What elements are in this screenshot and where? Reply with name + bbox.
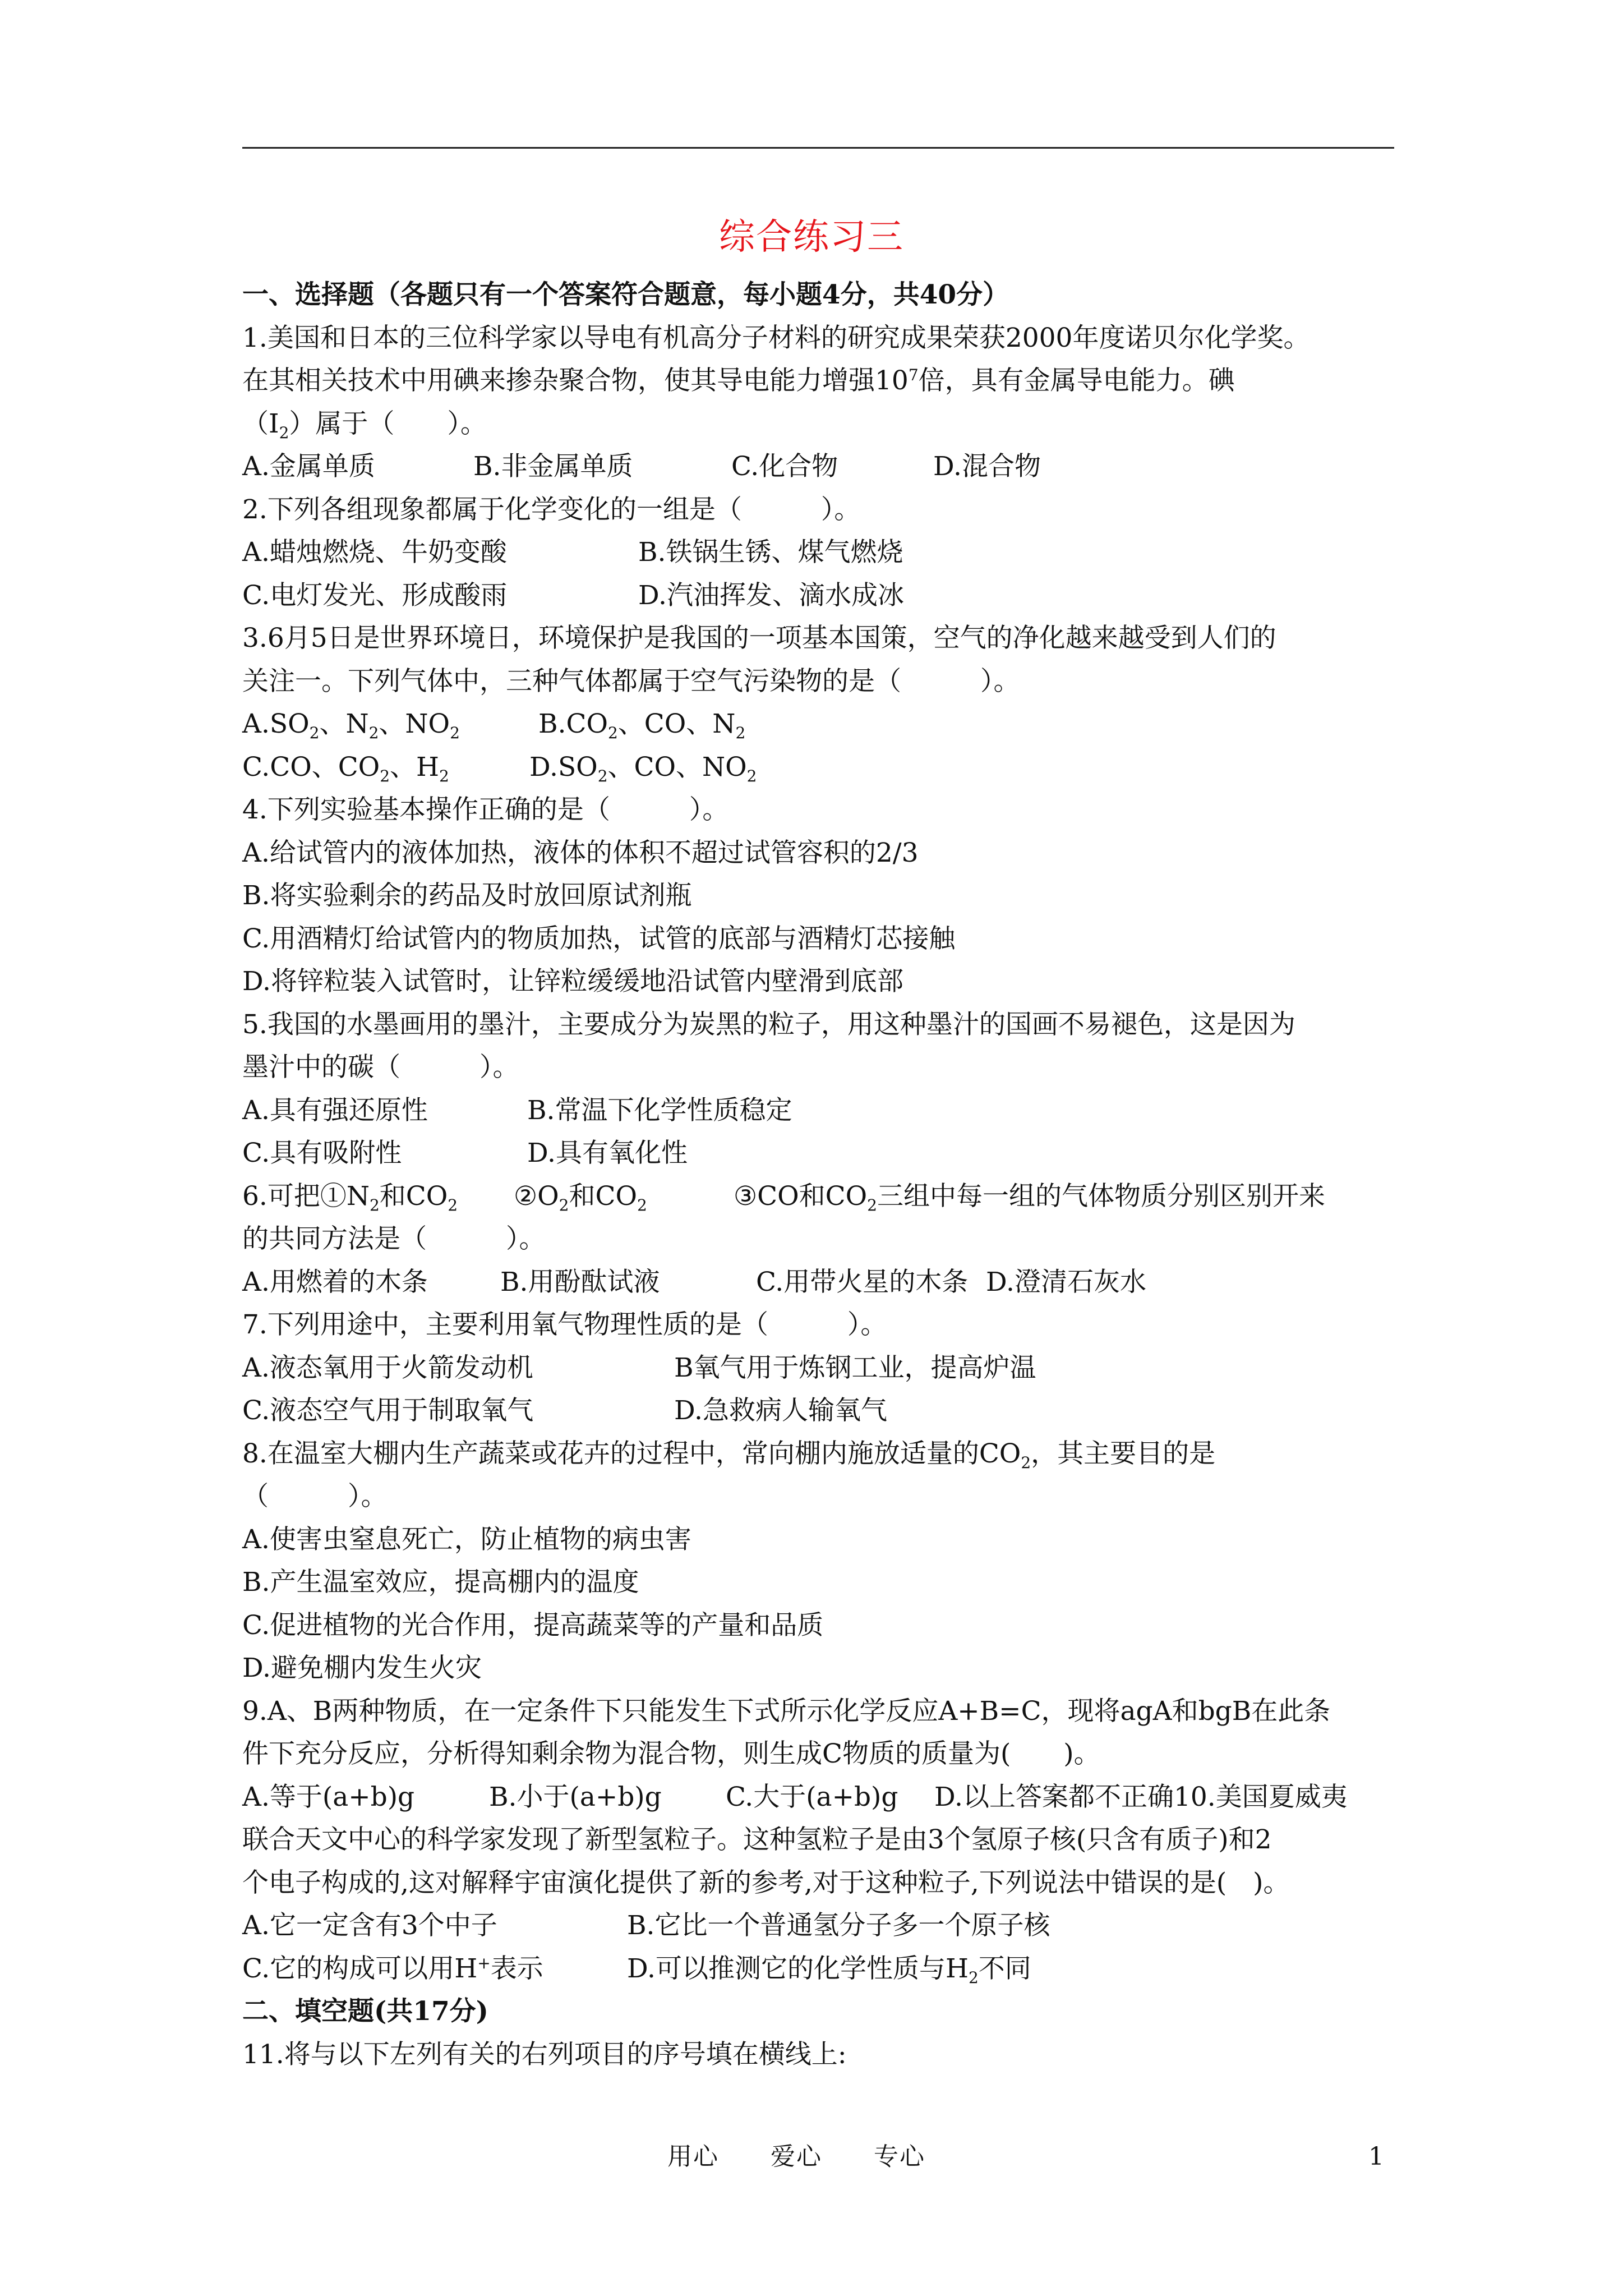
option-c: C.促进植物的光合作用，提高蔬菜等的产量和品质 [242,1609,824,1641]
option-d: D.以上答案都不正确 [934,1781,1174,1812]
question-2-options-ab [242,531,1403,574]
question-9-line-2: 件下充分反应，分析得知剩余物为混合物，则生成C物质的质量为( )。 [242,1738,1100,1769]
question-1-line-2: 在其相关技术中用碘来掺杂聚合物，使其导电能力增强$10^7$倍，具有金属导电能力。碘 [242,365,1235,396]
question-5-options-cd [242,1132,1403,1175]
question-1-options [242,445,1403,489]
page-number: 1 [1368,2142,1384,2171]
option-d: D.将锌粒装入试管时，让锌粒缓缓地沿试管内壁滑到底部 [242,966,903,997]
option-c: C.用带火星的木条 [756,1266,969,1297]
question-8-line-2: （ ）。 [242,1481,388,1512]
option-b: B.用酚酞试液 [500,1266,660,1297]
document-body [242,274,1403,2076]
question-7-options-cd [242,1389,1403,1433]
question-6-line-2: 的共同方法是（ ）。 [242,1223,546,1254]
option-a: A.使害虫窒息死亡，防止植物的病虫害 [242,1524,691,1555]
option-d: $D.SO_2$、CO、$NO_2$ [529,751,757,785]
option-a: A.用燃着的木条 [242,1266,428,1297]
option-a: A.金属单质 [242,451,375,482]
question-9-line-1: 9.A、B两种物质，在一定条件下只能发生下式所示化学反应A+B=C，现将agA和bgB在此条 [242,1695,1331,1727]
option-a: A.具有强还原性 [242,1094,428,1126]
page-footer [0,2137,1623,2177]
header-rule [242,147,1394,149]
question-7-stem: 7.下列用途中，主要利用氧气物理性质的是（ ）。 [242,1309,887,1340]
option-b: $B.CO_2$、CO、$N_2$ [538,708,746,742]
question-3-line-1: 3.6月5日是世界环境日，环境保护是我国的一项基本国策，空气的净化越来越受到人们的 [242,623,1276,654]
option-c: C.具有吸附性 [242,1138,402,1168]
page-title: 综合练习三 [719,217,904,258]
question-7-options-ab [242,1347,1403,1390]
option-a: $A.SO_2$、$N_2$、$NO_2$ [242,708,460,742]
option-c: C.液态空气用于制取氧气 [242,1395,534,1426]
option-d: D.澄清石灰水 [986,1266,1146,1297]
option-c: C.大于(a+b)g [726,1781,898,1812]
option-c: C.用酒精灯给试管内的物质加热，试管的底部与酒精灯芯接触 [242,923,956,954]
question-10-start: 10.美国夏威夷 [1173,1781,1348,1812]
option-a: A.它一定含有3个中子 [242,1910,497,1941]
option-a: A.液态氧用于火箭发动机 [242,1352,533,1383]
option-b: B.它比一个普通氢分子多一个原子核 [627,1910,1050,1941]
question-5-line-2: 墨汁中的碳（ ）。 [242,1052,519,1083]
option-b: B.产生温室效应，提高棚内的温度 [242,1567,639,1598]
option-b: B氧气用于炼钢工业，提高炉温 [674,1352,1036,1383]
option-d: D.可以推测它的化学性质与$H_2$不同 [627,1953,1031,1987]
question-10-options-ab [242,1904,1403,1948]
question-3-line-2: 关注一。下列气体中，三种气体都属于空气污染物的是（ ）。 [242,665,1020,697]
option-c: C.它的构成可以用H+表示 [242,1953,543,1984]
option-b: B.非金属单质 [473,451,633,482]
question-10-line-3: 个电子构成的,这对解释宇宙演化提供了新的参考,对于这种粒子,下列说法中错误的是( )。 [242,1867,1290,1898]
question-3-options-ab [242,703,1403,746]
question-10-line-2: 联合天文中心的科学家发现了新型氢粒子。这种氢粒子是由3个氢原子核(只含有质子)和2 [242,1824,1272,1855]
footer-motto: 用心 爱心 专心 [667,2142,925,2171]
option-a: A.蜡烛燃烧、牛奶变酸 [242,537,507,568]
option-c: C.电灯发光、形成酸雨 [242,579,508,611]
option-d: D.汽油挥发、滴水成冰 [638,579,904,611]
question-2-stem: 2.下列各组现象都属于化学变化的一组是（ ）。 [242,494,861,525]
question-5-line-1: 5.我国的水墨画用的墨汁，主要成分为炭黑的粒子，用这种墨汁的国画不易褪色，这是因为 [242,1009,1295,1040]
question-6-options [242,1261,1403,1304]
option-d: D.急救病人输氧气 [674,1395,887,1426]
option-c: C.化合物 [731,451,838,482]
question-9-options [242,1776,1403,1819]
question-10-options-cd [242,1948,1403,1991]
option-a: A.等于(a+b)g [242,1781,415,1812]
section-heading-choice: 一、选择题（各题只有一个答案符合题意，每小题4分，共40分） [242,279,1009,310]
question-2-options-cd [242,574,1403,618]
option-b: B.常温下化学性质稳定 [527,1094,792,1126]
option-c: C.CO、$CO_2$、$H_2$ [242,751,449,785]
question-4-stem: 4.下列实验基本操作正确的是（ ）。 [242,794,729,825]
section-heading-fill: 二、填空题(共17分) [242,1996,488,2027]
question-8-line-1: 8.在温室大棚内生产蔬菜或花卉的过程中，常向棚内施放适量的$CO_2$，其主要目的是 [242,1438,1216,1472]
question-3-options-cd [242,746,1403,789]
option-b: B.小于(a+b)g [489,1781,662,1812]
question-11-stem: 11.将与以下左列有关的右列项目的序号填在横线上: [242,2039,847,2070]
option-d: D.混合物 [933,451,1041,482]
question-5-options-ab [242,1089,1403,1133]
option-d: D.避免棚内发生火灾 [242,1653,482,1683]
question-1-line-1: 1.美国和日本的三位科学家以导电有机高分子材料的研究成果荣获2000年度诺贝尔化学奖。 [242,322,1310,353]
question-1-line-3: $(I_2)$属于（ ）。 [242,408,487,442]
question-6-line-1: 6.可把$①N_2$和$CO_2$ $②O_2$和$CO_2$ ③CO和$CO_2$三组中每一组的气体物质分别区别开来 [242,1180,1325,1214]
option-a: A.给试管内的液体加热，液体的体积不超过试管容积的2/3 [242,837,919,868]
option-d: D.具有氧化性 [527,1138,688,1168]
option-b: B.将实验剩余的药品及时放回原试剂瓶 [242,880,692,911]
option-b: B.铁锅生锈、煤气燃烧 [638,537,903,568]
